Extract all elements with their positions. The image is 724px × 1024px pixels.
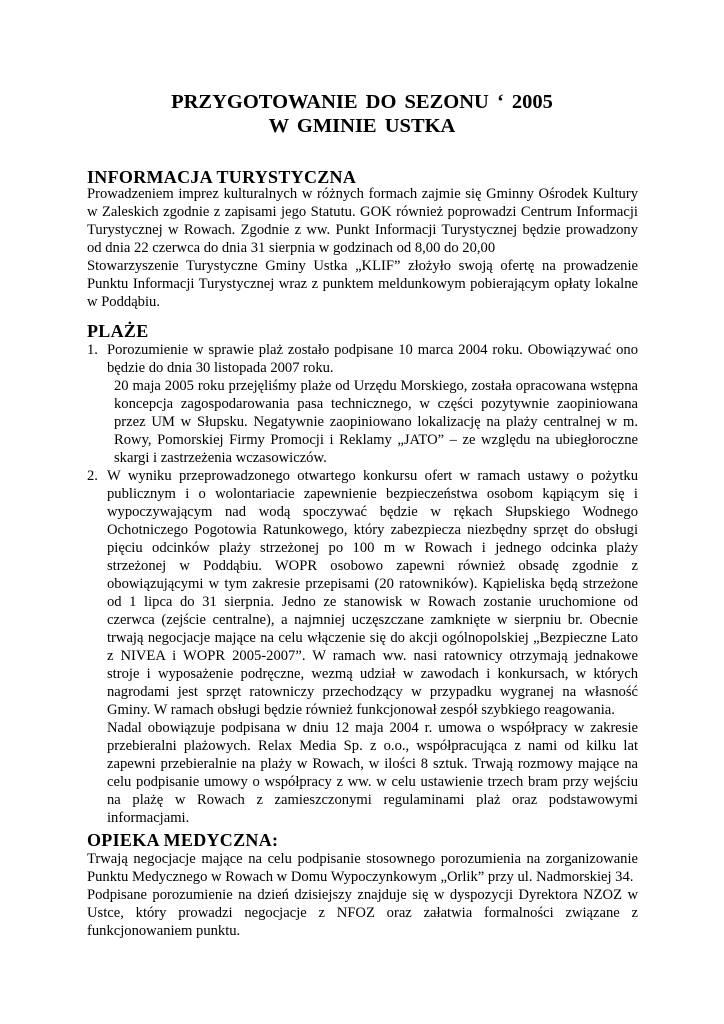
plaze-item2-line: obowiązującymi w tym zakresie przepisami (20 ratowników). Kąpieliska będą strzeżone — [107, 576, 638, 592]
info-line: w Poddąbiu. — [87, 294, 160, 310]
plaze-item2-line: wypoczywającym nad wodą spoczywać będzie w rękach Słupskiego Wodnego — [107, 504, 638, 520]
plaze-item2-line: na plażę w Rowach z zamieszczonymi regulaminami plaż oraz podstawowymi — [107, 792, 638, 808]
plaze-item2-line: nagrodami jest sprzęt ratowniczy przechodzący w przypadku wygranej na własność — [107, 684, 638, 700]
plaze-item2-line: czerwca (zejście centralne), a najmniej uczęszczane zamknięte w sierpniu br. Obecnie — [107, 612, 638, 628]
plaze-item2-line: przebieralni plażowych. Relax Media Sp. z o.o., współpracująca z nami od kilku lat — [107, 738, 638, 754]
opieka-line: funkcjonowaniem punktu. — [87, 923, 241, 939]
document-title-line-2: W GMINIE USTKA — [268, 115, 456, 137]
opieka-line: Podpisane porozumienie na dzień dzisiejszy znajduje się w dyspozycji Dyrektora NZOZ w — [87, 887, 638, 903]
plaze-item2-line: z NIVEA i WOPR 2005-2007”. W ramach ww. nasi ratownicy otrzymają jednakowe — [107, 648, 638, 664]
opieka-line: Ustce, który prowadzi negocjacje z NFOZ oraz załatwia formalności związane z — [87, 905, 638, 921]
plaze-item1-line: skargi i zastrzeżenia wczasowiczów. — [114, 450, 327, 466]
plaze-item2-line: stroje i wyposażenie podręczne, wezmą udział w zawodach i konkursach, w których — [107, 666, 638, 682]
list-number-1: 1. — [87, 342, 98, 358]
plaze-item1-line: przez UM w Słupsku. Negatywnie zaopiniowano lokalizację na plaży centralnej w m. — [114, 414, 638, 430]
plaze-item1-line: Rowy, Pomorskiej Firmy Promocji i Reklamy „JATO” – ze względu na ubiegłoroczne — [114, 432, 638, 448]
info-line: Turystycznej w Rowach. Zgodnie z ww. Punkt Informacji Turystycznej będzie prowadzony — [87, 222, 638, 238]
plaze-item2-line: od 1 lipca do 31 sierpnia. Jedno ze stanowisk w Rowach zostanie uruchomione od — [107, 594, 638, 610]
plaze-item1-line: Porozumienie w sprawie plaż zostało podpisane 10 marca 2004 roku. Obowiązywać ono — [107, 342, 638, 358]
list-number-2: 2. — [87, 468, 98, 484]
plaze-item2-line: informacjami. — [107, 810, 190, 826]
opieka-line: Punktu Medycznego w Rowach w Domu Wypoczynkowym „Orlik” przy ul. Nadmorskiej 34. — [87, 869, 634, 885]
plaze-item2-line: Ochotniczego Pogotowia Ratunkowego, który zabezpiecza niezbędny sprzęt do obsługi — [107, 522, 638, 538]
info-line: od dnia 22 czerwca do dnia 31 sierpnia w godzinach od 8,00 do 20,00 — [87, 240, 496, 256]
info-line: Prowadzeniem imprez kulturalnych w różnych formach zajmie się Gminny Ośrodek Kultury — [87, 186, 638, 202]
section-heading-info: INFORMACJA TURYSTYCZNA — [87, 167, 357, 187]
plaze-item2-line: pięciu odcinków plaży strzeżonej po 100 m w Rowach i jednego odcinka plaży — [107, 540, 638, 556]
plaze-item2-line: Nadal obowiązuje podpisana w dniu 12 maja 2004 r. umowa o współpracy w zakresie — [107, 720, 638, 736]
section-heading-plaze: PLAŻE — [87, 321, 149, 341]
plaze-item2-line: trwają negocjacje mające na celu włączenie się do akcji ogólnopolskiej „Bezpieczne Lato — [107, 630, 638, 646]
info-line: Punktu Informacji Turystycznej wraz z punktem meldunkowym pobierającym opłaty lokalne — [87, 276, 638, 292]
plaze-item2-line: strzeżonej w Poddąbiu. WOPR osobowo zapewni również obsadę zgodnie z — [107, 558, 638, 574]
plaze-item2-line: celu podpisanie umowy o współpracy z ww. w celu ustawienie trzech bram przy wejściu — [107, 774, 638, 790]
plaze-item2-line: Gminy. W ramach obsługi będzie również funkcjonował zespół szybkiego reagowania. — [107, 702, 615, 718]
plaze-item2-line: publicznym i o wolontariacie zapewnienie bezpieczeństwa osobom kąpiącym się i — [107, 486, 638, 502]
plaze-item1-line: koncepcja zagospodarowania pasa technicznego, w części pozytywnie zaopiniowana — [114, 396, 638, 412]
plaze-item2-line: zapewni przebieralnie na plaży w Rowach, w ilości 8 sztuk. Trwają rozmowy mające na — [107, 756, 638, 772]
plaze-item2-line: W wyniku przeprowadzonego otwartego konkursu ofert w ramach ustawy o pożytku — [107, 468, 638, 484]
info-line: Stowarzyszenie Turystyczne Gminy Ustka „KLIF” złożyło swoją ofertę na prowadzenie — [87, 258, 638, 274]
info-line: w Zaleskich zgodnie z zapisami jego Statutu. GOK również poprowadzi Centrum Informacji — [87, 204, 638, 220]
section-heading-opieka: OPIEKA MEDYCZNA: — [87, 830, 279, 850]
plaze-item1-line: 20 maja 2005 roku przejęliśmy plaże od Urzędu Morskiego, została opracowana wstępna — [114, 378, 638, 394]
document-title-line-1: PRZYGOTOWANIE DO SEZONU ‘ 2005 — [171, 91, 553, 113]
plaze-item1-line: będzie do dnia 30 listopada 2007 roku. — [107, 360, 334, 376]
opieka-line: Trwają negocjacje mające na celu podpisanie stosownego porozumienia na zorganizowanie — [87, 851, 638, 867]
